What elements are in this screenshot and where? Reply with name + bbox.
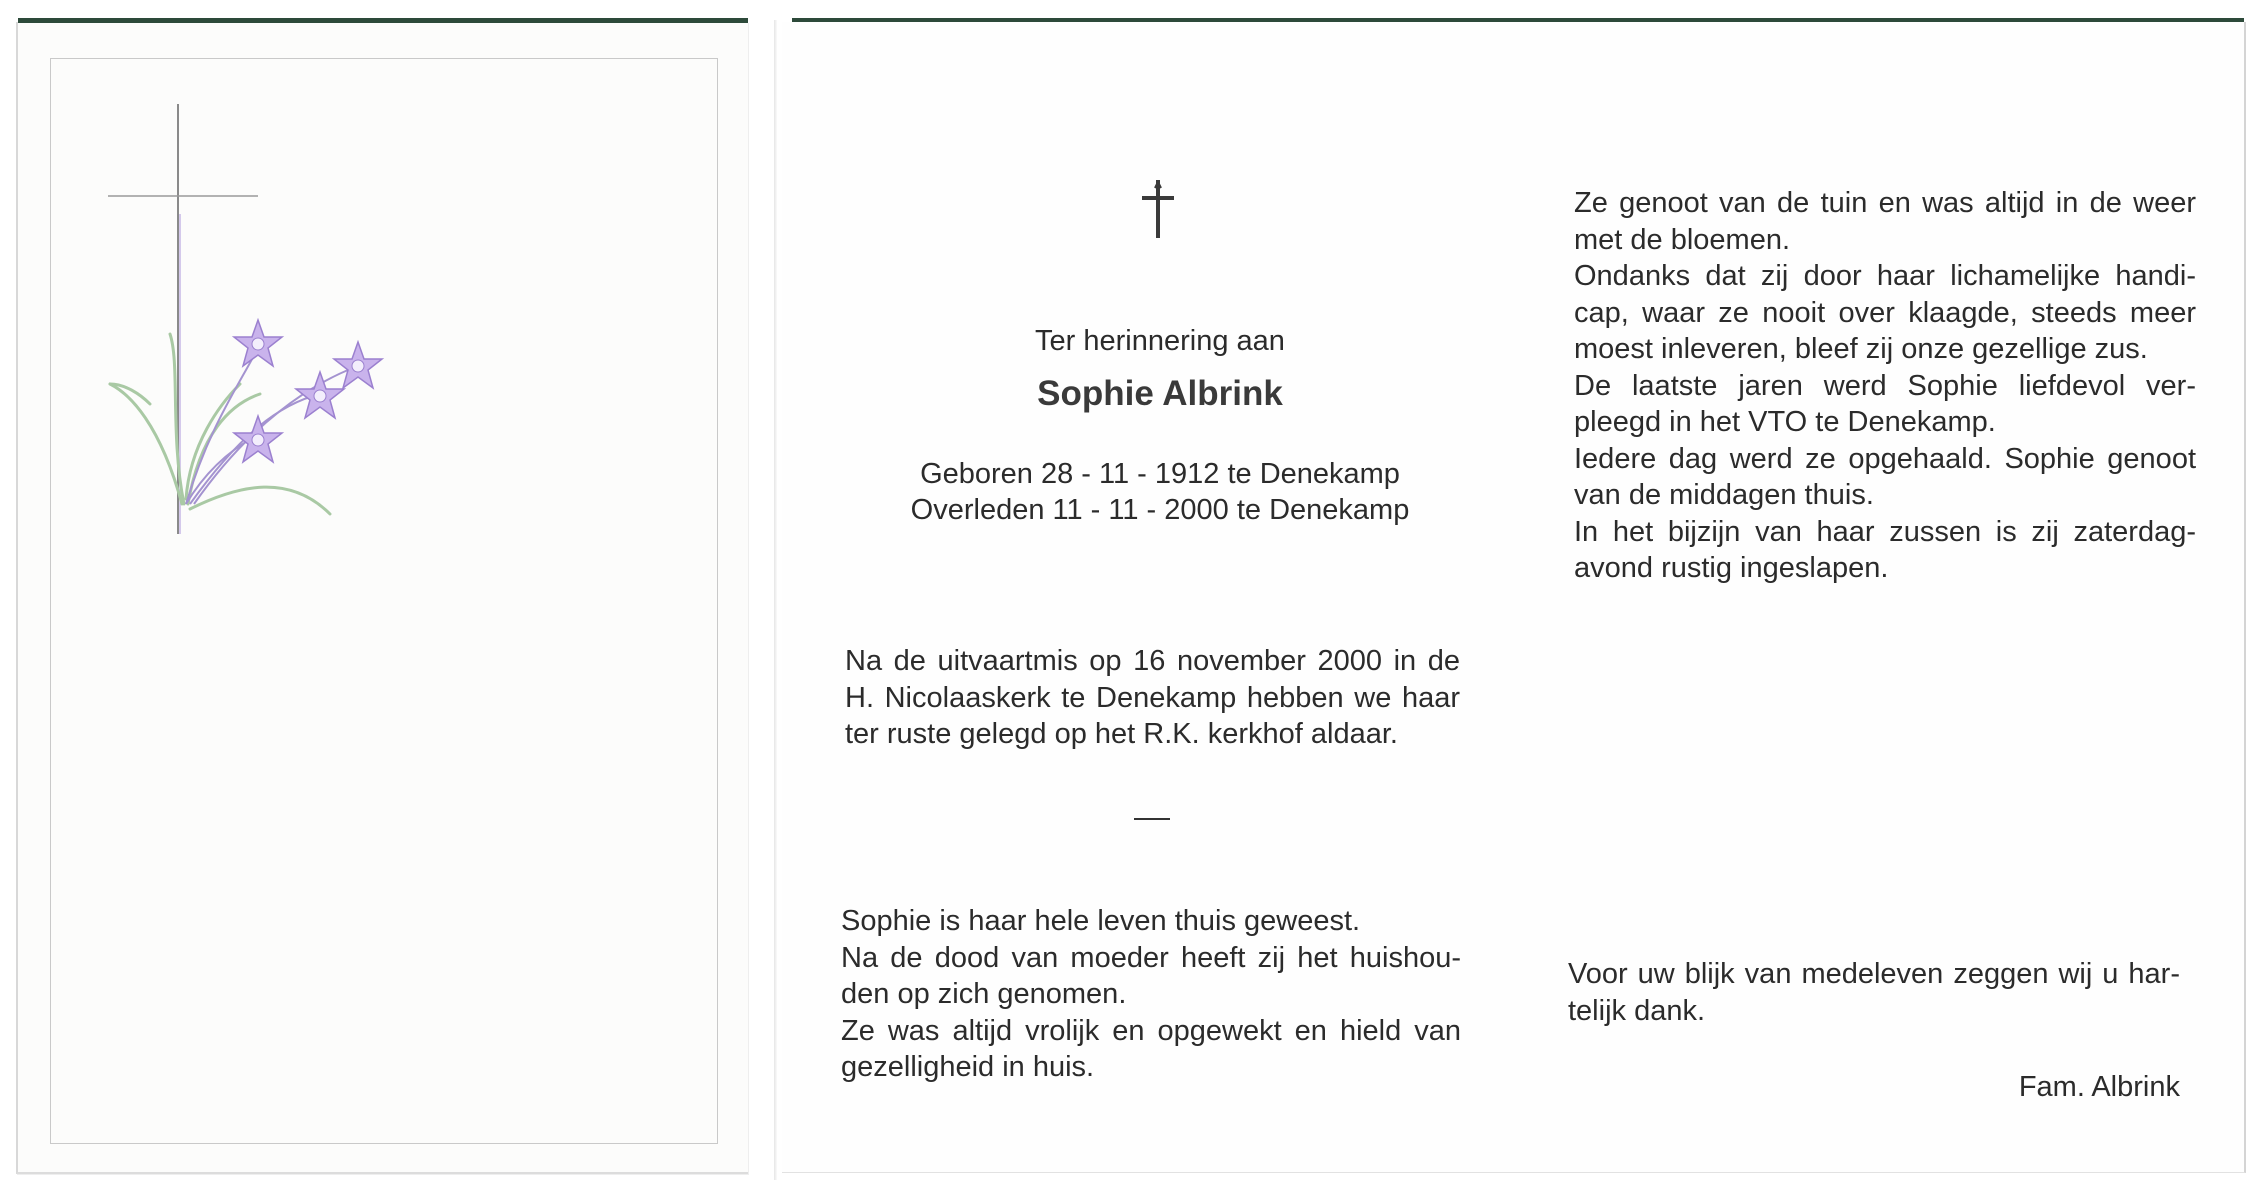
death-line: Overleden 11 - 11 - 2000 te Denekamp	[910, 494, 1410, 526]
text-line: De laatste jaren werd Sophie liefdevol ver-	[1574, 369, 2196, 402]
text-line: avond rustig ingeslapen.	[1574, 552, 1889, 584]
text-line: Iedere dag werd ze opgehaald. Sophie genoot	[1574, 442, 2196, 475]
intro-text: Ter herinnering aan	[1035, 325, 1285, 357]
text-line: Voor uw blijk van medeleven zeggen wij u har-	[1568, 958, 2180, 990]
leaf-icon	[110, 334, 330, 514]
text-line: Na de dood van moeder heeft zij het huishou-	[841, 941, 1461, 974]
text-line: gezelligheid in huis.	[841, 1051, 1095, 1083]
flower-icon	[234, 320, 382, 462]
text-line: pleegd in het VTO te Denekamp.	[1574, 406, 1996, 438]
cover-card	[16, 22, 748, 1174]
text-line: ter ruste gelegd op het R.K. kerkhof aldaar.	[845, 718, 1398, 750]
memories-paragraph	[1574, 185, 2196, 587]
cross-icon	[108, 104, 258, 534]
text-line: telijk dank.	[1568, 994, 1706, 1027]
inner-top-edge	[792, 18, 2244, 22]
separator-dash	[1134, 818, 1170, 820]
life-paragraph	[841, 903, 1461, 1086]
text-line: met de bloemen.	[1574, 223, 1791, 256]
deceased-name: Sophie Albrink	[1037, 374, 1283, 413]
text-line: Na de uitvaartmis op 16 november 2000 in de	[845, 645, 1460, 677]
text-line: Sophie is haar hele leven thuis geweest.	[841, 905, 1361, 937]
cover-decoration	[90, 104, 410, 544]
cross-icon	[1138, 178, 1178, 238]
text-line: Ondanks dat zij door haar lichamelijke handi-	[1574, 260, 2196, 292]
thanks-paragraph	[1568, 956, 2180, 1029]
text-line: H. Nicolaaskerk te Denekamp hebben we haar	[845, 681, 1460, 714]
text-line: moest inleveren, bleef zij onze gezellige zus.	[1574, 333, 2148, 365]
card-fold	[774, 20, 777, 1180]
text-line: Ze genoot van de tuin en was altijd in de weer	[1574, 187, 2196, 219]
funeral-paragraph	[845, 643, 1460, 753]
birth-line: Geboren 28 - 11 - 1912 te Denekamp	[920, 458, 1400, 490]
text-line: cap, waar ze nooit over klaagde, steeds meer	[1574, 296, 2196, 329]
text-line: In het bijzijn van haar zussen is zij zaterdag-	[1574, 515, 2196, 548]
text-line: den op zich genomen.	[841, 978, 1127, 1010]
cover-top-edge	[18, 18, 748, 23]
text-line: Ze was altijd vrolijk en opgewekt en hield van	[841, 1014, 1461, 1047]
signature: Fam. Albrink	[2018, 1071, 2180, 1103]
text-line: van de middagen thuis.	[1574, 479, 1874, 511]
